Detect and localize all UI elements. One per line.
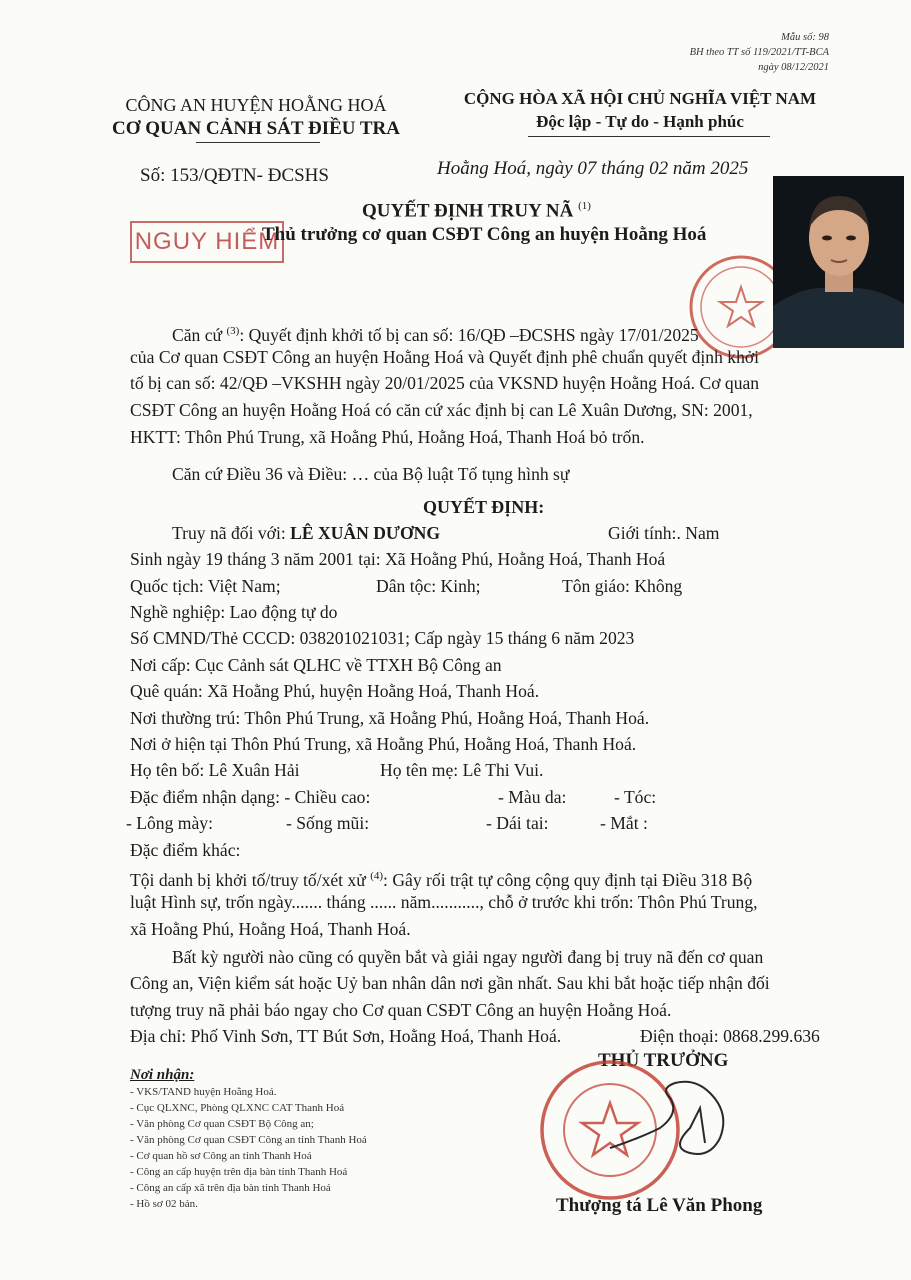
recipient-item: - Văn phòng Cơ quan CSĐT Công an tỉnh Thanh Hoá: [130, 1134, 367, 1146]
wanted-permanent-address: Nơi thường trú: Thôn Phú Trung, xã Hoằng Phú, Hoằng Hoá, Thanh Hoá.: [130, 708, 650, 728]
agency-line2: CƠ QUAN CẢNH SÁT ĐIỀU TRA: [111, 118, 401, 139]
signature-scribble-icon: [600, 1068, 750, 1178]
wanted-label: Truy nã đối với:: [172, 523, 291, 543]
wanted-hometown: Quê quán: Xã Hoằng Phú, huyện Hoằng Hoá, Thanh Hoá.: [130, 681, 540, 701]
basis-lead: Căn cứ: [172, 324, 227, 345]
wanted-name: LÊ XUÂN DƯƠNG: [290, 523, 441, 543]
charge-text: : Gây rối trật tự công cộng quy định tại Điều 318 Bộ: [383, 869, 753, 890]
recipients-title: Nơi nhận:: [130, 1067, 195, 1083]
other-features: Đặc điểm khác:: [130, 840, 241, 860]
agency-line1: CÔNG AN HUYỆN HOẰNG HOÁ: [125, 95, 387, 115]
wanted-nationality: Quốc tịch: Việt Nam;: [130, 576, 281, 596]
motto-underline: [528, 136, 770, 137]
republic-name: CỘNG HÒA XÃ HỘI CHỦ NGHĨA VIỆT NAM: [463, 89, 817, 108]
recipient-item: - Hồ sơ 02 bản.: [130, 1198, 198, 1210]
recipient-item: - Công an cấp xã trên địa bàn tỉnh Thanh Hoá: [130, 1182, 331, 1194]
feature-ear: - Dái tai:: [486, 813, 549, 833]
feature-hair: - Tóc:: [614, 787, 657, 807]
charge-line2: luật Hình sự, trốn ngày....... tháng ...... năm..........., chỗ ở trước khi trốn: Thôn Phú Trung,: [130, 892, 758, 912]
agency-underline: [196, 142, 320, 143]
wanted-occupation: Nghề nghiệp: Lao động tự do: [130, 602, 338, 622]
notice-line1: Bất kỳ người nào cũng có quyền bắt và giải ngay người đang bị truy nã đến cơ quan: [172, 947, 764, 967]
contact-phone: Điện thoại: 0868.299.636: [640, 1026, 820, 1046]
notice-line2: Công an, Viện kiểm sát hoặc Uỷ ban nhân dân nơi gần nhất. Sau khi bắt hoặc tiếp nhận đối: [130, 973, 770, 993]
wanted-issued-by: Nơi cấp: Cục Cảnh sát QLHC về TTXH Bộ Công an: [130, 655, 502, 675]
issuer-subtitle: Thủ trưởng cơ quan CSĐT Công an huyện Hoằng Hoá: [262, 224, 707, 245]
wanted-father: Họ tên bố: Lê Xuân Hải: [130, 760, 300, 780]
title-footnote: (1): [578, 200, 591, 212]
basis-text: : Quyết định khởi tố bị can số: 16/QĐ –ĐCSHS ngày 17/01/2025: [239, 324, 699, 345]
signer-name: Thượng tá Lê Văn Phong: [556, 1195, 763, 1216]
feature-eye: - Mắt :: [600, 813, 648, 833]
basis-line3: tố bị can số: 42/QĐ –VKSHH ngày 20/01/2025 của VKSND huyện Hoằng Hoá. Cơ quan: [130, 373, 760, 393]
document-number: Số: 153/QĐTN- ĐCSHS: [140, 165, 329, 186]
recipient-item: - Văn phòng Cơ quan CSĐT Bộ Công an;: [130, 1118, 314, 1130]
basis-line2: của Cơ quan CSĐT Công an huyện Hoằng Hoá và Quyết định phê chuẩn quyết định khởi: [130, 347, 760, 367]
place-date: Hoằng Hoá, ngày 07 tháng 02 năm 2025: [437, 158, 749, 179]
notice-line3: tượng truy nã phải báo ngay cho Cơ quan CSĐT Công an huyện Hoằng Hoá.: [130, 1000, 672, 1020]
recipient-item: - VKS/TAND huyện Hoằng Hoá.: [130, 1086, 277, 1098]
charge-line3: xã Hoằng Phú, Hoằng Hoá, Thanh Hoá.: [130, 919, 411, 939]
feature-skin: - Màu da:: [498, 787, 567, 807]
wanted-ethnicity: Dân tộc: Kinh;: [376, 576, 481, 596]
decision-heading: QUYẾT ĐỊNH:: [423, 497, 545, 517]
contact-address: Địa chỉ: Phố Vinh Sơn, TT Bút Sơn, Hoằng Hoá, Thanh Hoá.: [130, 1026, 562, 1046]
basis-line6: Căn cứ Điều 36 và Điều: … của Bộ luật Tố tụng hình sự: [172, 464, 570, 484]
wanted-religion: Tôn giáo: Không: [562, 576, 683, 596]
form-code-line3: ngày 08/12/2021: [758, 62, 829, 73]
recipients-list: [130, 1084, 367, 1212]
basis-line5: HKTT: Thôn Phú Trung, xã Hoằng Phú, Hoằng Hoá, Thanh Hoá bỏ trốn.: [130, 427, 645, 447]
feature-eyebrow: - Lông mày:: [126, 813, 213, 833]
basis-footnote: (3): [226, 325, 240, 337]
danger-stamp: NGUY HIỂM: [130, 221, 284, 263]
charge-lead: Tội danh bị khởi tố/truy tố/xét xử: [130, 869, 371, 890]
form-code-line2: BH theo TT số 119/2021/TT-BCA: [689, 47, 829, 58]
wanted-current-address: Nơi ở hiện tại Thôn Phú Trung, xã Hoằng Phú, Hoằng Hoá, Thanh Hoá.: [130, 734, 637, 754]
wanted-id-card: Số CMND/Thẻ CCCD: 038201021031; Cấp ngày 15 tháng 6 năm 2023: [130, 628, 635, 648]
wanted-birth: Sinh ngày 19 tháng 3 năm 2001 tại: Xã Hoằng Phú, Hoằng Hoá, Thanh Hoá: [130, 549, 666, 569]
feature-nose: - Sống mũi:: [286, 813, 370, 833]
form-code: [690, 30, 829, 75]
document-title: [362, 200, 591, 222]
form-code-line1: Mẫu số: 98: [781, 32, 829, 43]
wanted-label-line: [172, 520, 440, 546]
national-motto: Độc lập - Tự do - Hạnh phúc: [536, 112, 744, 131]
recipient-item: - Cơ quan hồ sơ Công an tỉnh Thanh Hoá: [130, 1150, 312, 1162]
basis-line4: CSĐT Công an huyện Hoằng Hoá có căn cứ xác định bị can Lê Xuân Dương, SN: 2001,: [130, 400, 753, 420]
wanted-gender: Giới tính:. Nam: [608, 523, 720, 543]
recipient-item: - Cục QLXNC, Phòng QLXNC CAT Thanh Hoá: [130, 1102, 345, 1114]
charge-footnote: (4): [370, 870, 384, 882]
features-label: Đặc điểm nhận dạng: - Chiều cao:: [130, 787, 371, 807]
title-text: QUYẾT ĐỊNH TRUY NÃ: [362, 200, 574, 222]
wanted-mother: Họ tên mẹ: Lê Thi Vui.: [380, 760, 544, 780]
signer-title: THỦ TRƯỞNG: [598, 1050, 729, 1071]
recipient-item: - Công an cấp huyện trên địa bàn tỉnh Thanh Hoá: [130, 1166, 348, 1178]
